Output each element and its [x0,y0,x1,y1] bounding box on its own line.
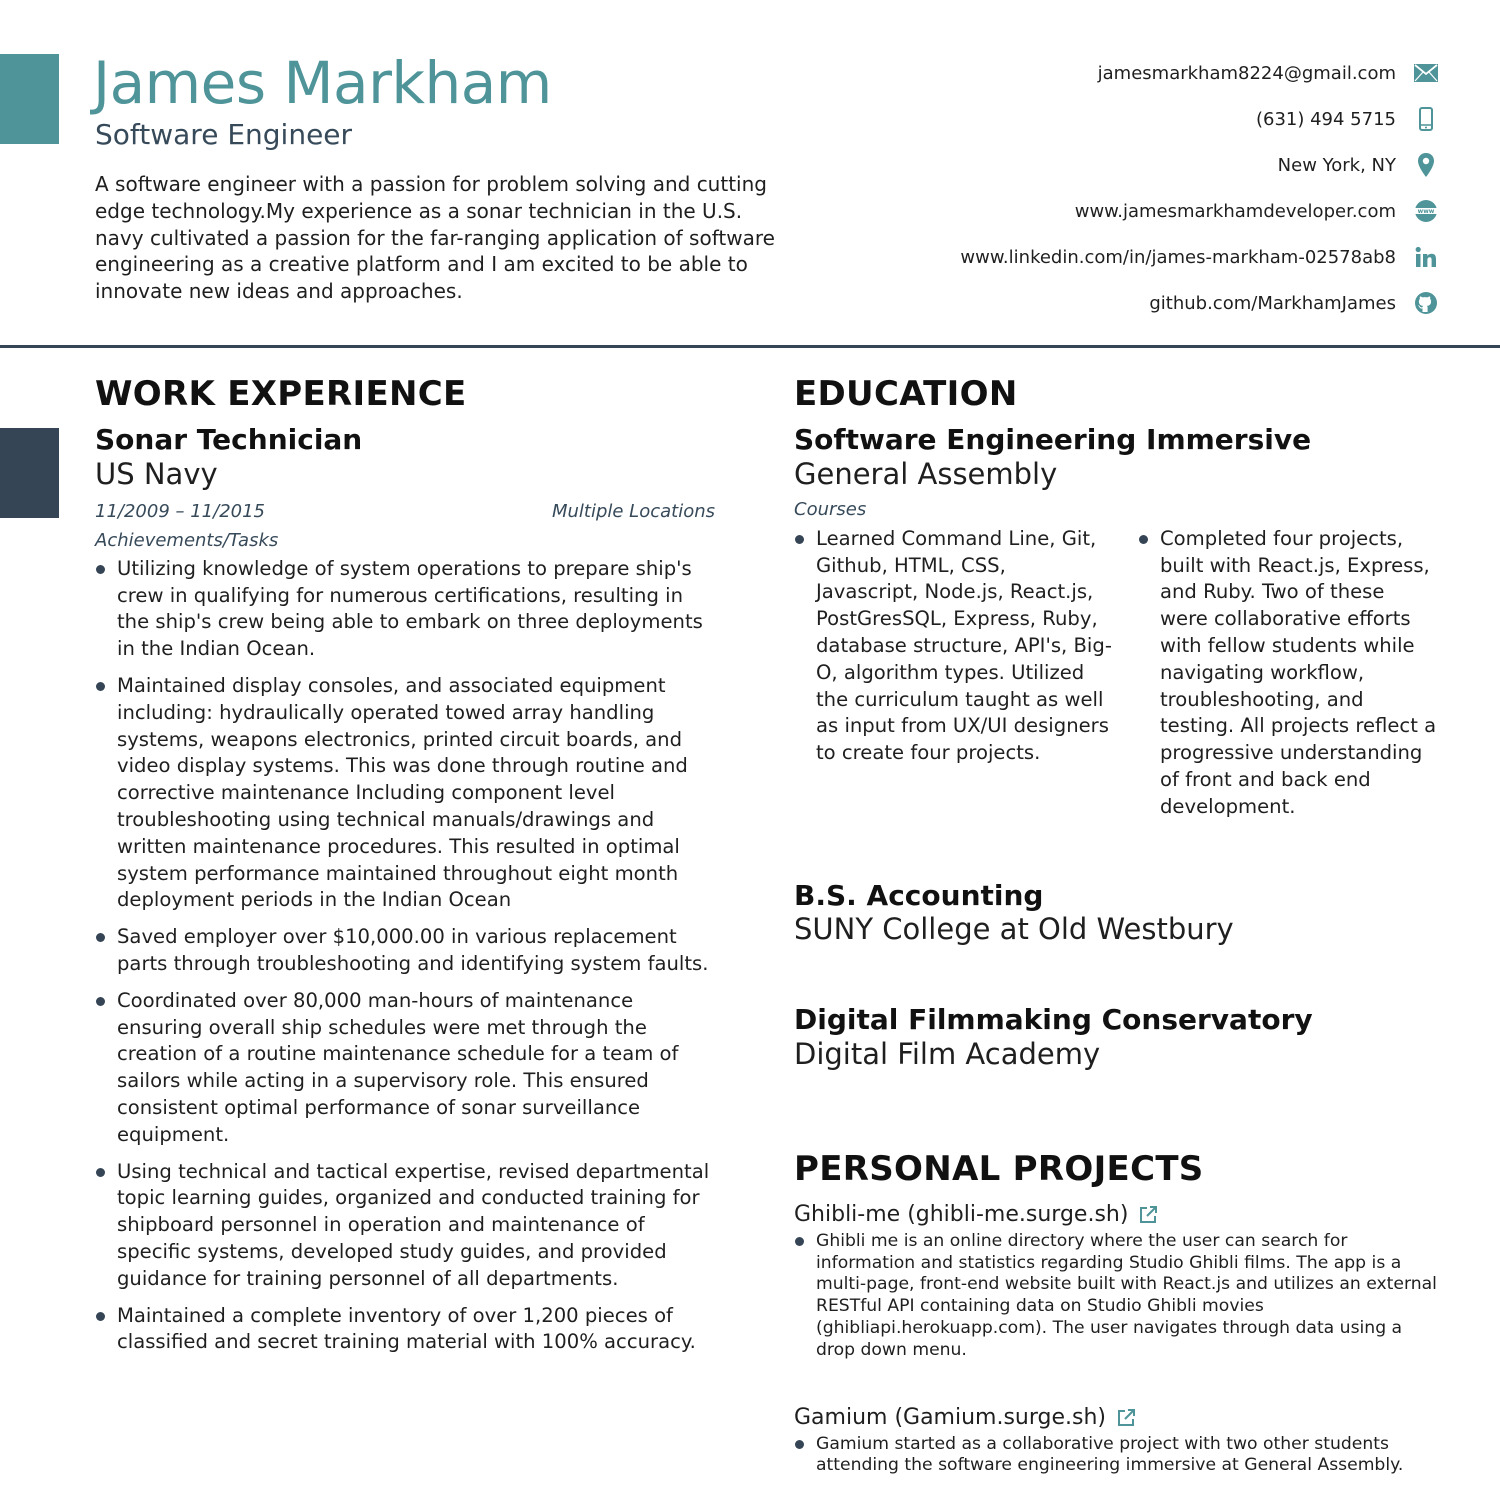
contact-phone[interactable] [960,96,1440,142]
degree-title: B.S. Accounting [794,878,1044,912]
degree-title: Digital Filmmaking Conservatory [794,1002,1313,1036]
education-item [794,1003,1444,1071]
courses-label: Courses [794,499,867,521]
linkedin-text[interactable]: www.linkedin.com/in/james-markham-02578ab8 [960,246,1396,268]
education-item [794,879,1444,947]
external-link-icon[interactable] [1138,1205,1158,1225]
courses-columns [794,526,1444,831]
contact-location [960,142,1440,188]
list-item: Using technical and tactical expertise, revised departmental topic learning guides, organized and conducted training for shipboard personnel in operation and maintenance of specific systems, developed study guides, and provided guidance for training personnel of all departments. [95,1159,715,1293]
list-item: Learned Command Line, Git, Github, HTML, CSS, Javascript, Node.js, React.js, PostGresSQL, Express, Ruby, database structure, API's, Big-O, algorithm types. Utilized the curriculum taught as well as input from UX/UI designers to create four projects. [794,526,1114,767]
job-dates: 11/2009 – 11/2015 [95,501,265,523]
location-text: New York, NY [1277,154,1396,176]
list-item: Completed four projects, built with React.js, Express, and Ruby. Two of these were collaborative efforts with fellow students while navigating workflow, troubleshooting, and testing. All projects reflect a progressive understanding of front and back end development. [1138,526,1438,821]
mobile-phone-icon [1412,105,1440,133]
project-title-text[interactable]: Ghibli-me (ghibli-me.surge.sh) [794,1202,1129,1228]
project-bullets [794,1434,1444,1478]
list-item: Coordinated over 80,000 man-hours of maintenance ensuring overall ship schedules were met through the creation of a routine maintenance schedule for a team of sailors while acting in a supervisory role. This ensured consistent optimal performance of sonar surveillance equipment. [95,988,715,1149]
tasks-label: Achievements/Tasks [95,530,279,552]
github-text[interactable]: github.com/MarkhamJames [1149,292,1396,314]
list-item: Saved employer over $10,000.00 in various replacement parts through troubleshooting and identifying system faults. [95,924,715,978]
work-experience-section [95,372,715,1366]
external-link-icon[interactable] [1116,1408,1136,1428]
envelope-icon [1412,59,1440,87]
email-text[interactable]: jamesmarkham8224@gmail.com [1097,62,1396,84]
school-name: Digital Film Academy [794,1036,1101,1071]
section-title-education: EDUCATION [794,374,1018,414]
school-name: SUNY College at Old Westbury [794,912,1234,947]
phone-text[interactable]: (631) 494 5715 [1255,108,1396,130]
website-text[interactable]: www.jamesmarkhamdeveloper.com [1074,200,1396,222]
courses-list-left [794,526,1114,831]
list-item: Maintained display consoles, and associated equipment including: hydraulically operated towed array handling systems, weapons electronics, printed circuit boards, and video display systems. This was done through routine and corrective maintenance Including component level troubleshooting using technical manuals/drawings and written maintenance procedures. This resulted in optimal system performance maintained throughout eight month deployment periods in the Indian Ocean [95,673,715,914]
degree-title: Software Engineering Immersive [794,423,1312,457]
job-bullets [95,556,715,1356]
right-column [794,372,1444,1481]
project-title[interactable] [794,1402,1444,1434]
accent-bar-top [0,54,59,144]
summary-text: A software engineer with a passion for problem solving and cutting edge technology.My experience as a sonar technician in the U.S. navy cultivated a passion for the far-ranging application of software engineering as a creative platform and I am excited to be able to innovate new ideas and approaches. [95,172,775,304]
contact-email[interactable] [960,50,1440,96]
contact-linkedin[interactable] [960,234,1440,280]
section-title-projects: PERSONAL PROJECTS [794,1149,1204,1190]
job-employer: US Navy [95,456,218,491]
globe-www-icon [1412,197,1440,225]
header-divider [0,345,1500,348]
linkedin-icon [1412,243,1440,271]
list-item: Utilizing knowledge of system operations to prepare ship's crew in qualifying for numerous certifications, resulting in the ship's crew being able to embark on three deployments in the Indian Ocean. [95,556,715,663]
accent-bar-section [0,428,59,518]
courses-list-right [1138,526,1438,831]
candidate-title: Software Engineer [95,118,353,151]
github-icon [1412,289,1440,317]
contact-list [960,50,1440,326]
list-item: Maintained a complete inventory of over 1,200 pieces of classified and secret training material with 100% accuracy. [95,1303,715,1357]
project-title-text[interactable]: Gamium (Gamium.surge.sh) [794,1405,1107,1430]
job-title: Sonar Technician [95,423,363,457]
contact-website[interactable] [960,188,1440,234]
list-item: Gamium started as a collaborative project with two other students attending the software engineering immersive at General Assembly. [794,1434,1444,1478]
personal-projects-section [794,1151,1444,1477]
map-pin-icon [1412,151,1440,179]
project-title[interactable] [794,1199,1444,1231]
school-name: General Assembly [794,456,1058,491]
list-item: Ghibli me is an online directory where the user can search for information and statistics regarding Studio Ghibli films. The app is a multi-page, front-end website built with React.js and utilizes an external RESTful API containing data on Studio Ghibli movies (ghibliapi.herokuapp.com). The user navigates through data using a drop down menu. [794,1231,1444,1362]
job-meta [95,498,715,526]
svg-text:www: www [1417,208,1435,216]
section-title-work: WORK EXPERIENCE [95,374,467,414]
candidate-name: James Markham [93,49,552,117]
job-location: Multiple Locations [551,501,715,523]
education-item [794,423,1444,830]
contact-github[interactable] [960,280,1440,326]
project-bullets [794,1231,1444,1362]
